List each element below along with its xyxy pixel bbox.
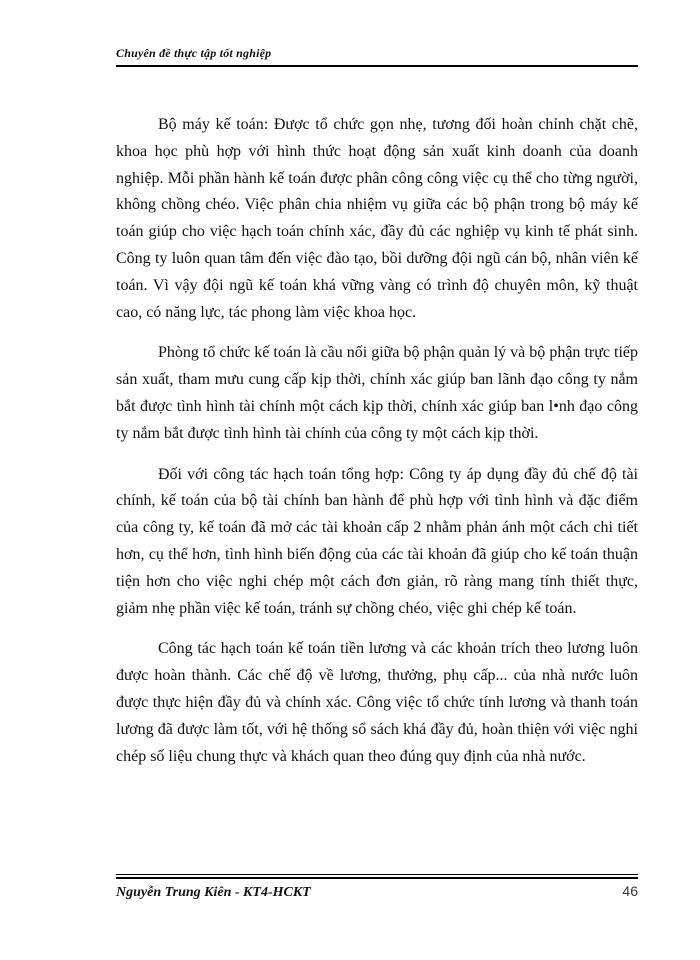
document-body <box>116 112 638 784</box>
footer-author: Nguyễn Trung Kiên - KT4-HCKT <box>116 885 311 900</box>
paragraph-salary-accounting: Công tác hạch toán kế toán tiền lương và các khoản trích theo lương luôn được hoàn thành. Các chế độ về lương, thưởng, phụ cấp... của nhà nước luôn được thực hiện đầy đủ và chính xác. Công việc tổ chức tính lương và thanh toán lương đã được làm tốt, với hệ thống sổ sách khá đầy đủ, hoàn thiện với việc nghi chép số liệu chung thực và khách quan theo đúng quy định của nhà nước. <box>116 640 638 765</box>
paragraph-general-accounting: Đối với công tác hạch toán tổng hợp: Công ty áp dụng đầy đủ chế độ tài chính, kế toán của bộ tài chính ban hành để phù hợp với tình hình và đặc điểm của công ty, kế toán đã mở các tài khoản cấp 2 nhằm phản ánh một cách chi tiết hơn, cụ thể hơn, tình hình biến động của các tài khoản đã giúp cho kế toán thuận tiện hơn cho việc nghi chép một cách đơn giản, rõ ràng mang tính thiết thực, giảm nhẹ phần việc kế toán, tránh sự chồng chéo, việc ghi chép kế toán. <box>116 465 638 617</box>
paragraph-accounting-apparatus: Bộ máy kế toán: Được tổ chức gọn nhẹ, tương đối hoàn chỉnh chặt chẽ, khoa học phù hợp với hình thức hoạt động sản xuất kinh doanh của doanh nghiệp. Mỗi phần hành kế toán được phân công công việc cụ thể cho từng người, không chồng chéo. Việc phân chia nhiệm vụ giữa các bộ phận trong bộ máy kế toán giúp cho việc hạch toán chính xác, đầy đủ các nghiệp vụ kinh tế phát sinh. Công ty luôn quan tâm đến việc đào tạo, bồi dưỡng đội ngũ cán bộ, nhân viên kế toán. Vì vậy đội ngũ kế toán khá vững vàng có trình độ chuyên môn, kỹ thuật cao, có năng lực, tác phong làm việc khoa học. <box>116 116 638 321</box>
header-divider <box>116 65 638 67</box>
paragraph-accounting-department: Phòng tổ chức kế toán là cầu nối giữa bộ phận quản lý và bộ phận trực tiếp sản xuất, tham mưu cung cấp kịp thời, chính xác giúp ban lãnh đạo công ty nắm bắt được tình hình tài chính một cách kịp thời, chính xác giúp ban l•nh đạo công ty nắm bắt được tình hình tài chính của công ty một cách kịp thời. <box>116 344 638 442</box>
footer-row <box>116 879 638 901</box>
footer-divider-thin <box>116 874 638 875</box>
document-title: Chuyên đề thực tập tốt nghiệp <box>116 46 272 60</box>
page-header <box>116 46 638 67</box>
page-footer <box>116 874 638 901</box>
page-number: 46 <box>622 883 638 899</box>
